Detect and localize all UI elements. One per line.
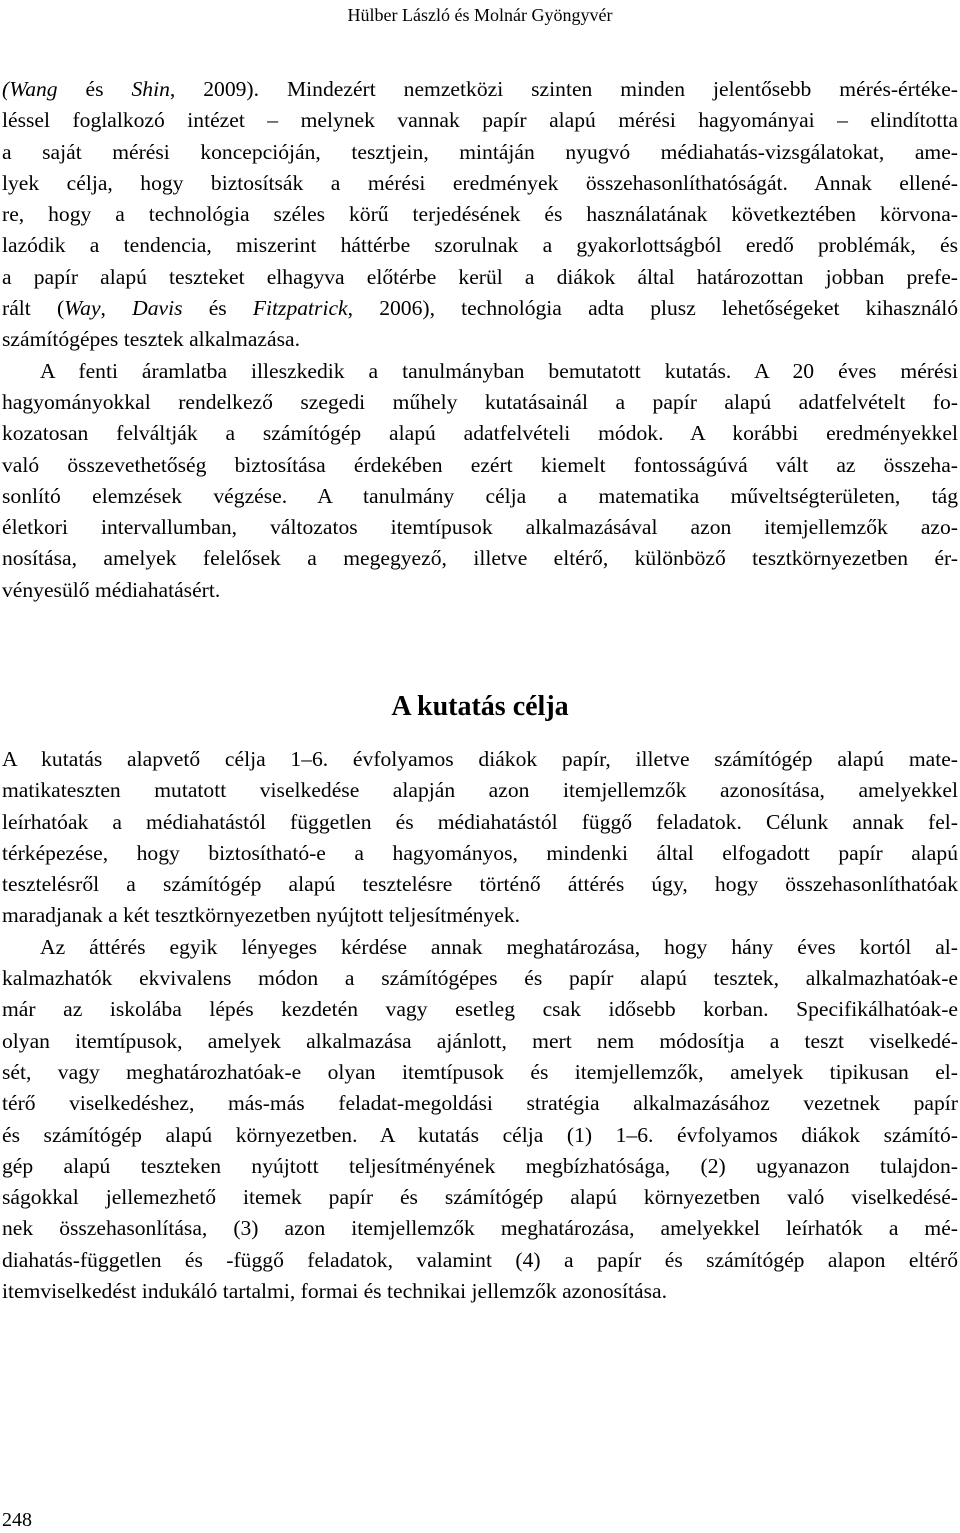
paragraph-3 (2, 744, 958, 932)
text-line: a saját mérési koncepcióján, tesztjein, mintáján nyugvó médiahatás-vizsgálatokat, ame- (2, 139, 958, 164)
paragraph-2 (2, 356, 958, 606)
paragraph-4 (2, 932, 958, 1308)
text-line: diahatás-független és -függő feladatok, valamint (4) a papír és számítógép alapon eltérő (2, 1247, 958, 1272)
text-line: tesztelésről a számítógép alapú tesztelésre történő áttérés úgy, hogy összehasonlíthatóak (2, 872, 958, 897)
text-line: gép alapú teszteken nyújtott teljesítményének megbízhatósága, (2) ugyanazon tulajdon- (2, 1153, 958, 1178)
text-line: lyek célja, hogy biztosítsák a mérési eredmények összehasonlíthatóságát. Annak ellené- (2, 170, 958, 195)
text-line: térő viselkedéshez, más-más feladat-megoldási stratégia alkalmazásához vezetnek papír (2, 1091, 958, 1116)
text-line: kozatosan felváltják a számítógép alapú adatfelvételi módok. A korábbi eredményekkel (2, 421, 958, 446)
text-line: (Wang és Shin, 2009). Mindezért nemzetközi szinten minden jelentősebb mérés-értéke- (2, 77, 958, 101)
text-line: sét, vagy meghatározhatóak-e olyan itemtípusok és itemjellemzők, amelyek tipikusan el- (2, 1059, 958, 1084)
text-line: ságokkal jellemezhető itemek papír és számítógép alapú környezetben való viselkedésé- (2, 1185, 958, 1210)
text-line: A kutatás alapvető célja 1–6. évfolyamos diákok papír, illetve számítógép alapú mate- (2, 747, 958, 771)
text-line: Az áttérés egyik lényeges kérdése annak meghatározása, hogy hány éves kortól al- (40, 934, 958, 959)
body-text-top (2, 74, 958, 606)
body-text-bottom (2, 744, 958, 1307)
section-heading: A kutatás célja (391, 691, 569, 722)
text-line: és számítógép alapú környezetben. A kutatás célja (1) 1–6. évfolyamos diákok számító- (2, 1122, 958, 1147)
page-number: 248 (2, 1509, 32, 1531)
text-line: sonlító elemzések végzése. A tanulmány célja a matematika műveltségterületen, tág (2, 483, 958, 508)
text-line: térképezése, hogy biztosítható-e a hagyományos, mindenki által elfogadott papír alapú (2, 840, 958, 865)
text-line: nosítása, amelyek felelősek a megegyező, illetve eltérő, különböző tesztkörnyezetben ér- (2, 546, 958, 571)
text-line: számítógépes tesztek alkalmazása. (2, 327, 300, 352)
text-line: maradjanak a két tesztkörnyezetben nyújtott teljesítmények. (2, 903, 521, 928)
text-line: nek összehasonlítása, (3) azon itemjellemzők meghatározása, amelyekkel leírhatók a mé- (2, 1216, 958, 1241)
text-line: lazódik a tendencia, miszerint háttérbe szorulnak a gyakorlottságból eredő problémák, és (2, 233, 958, 258)
text-line: vényesülő médiahatásért. (2, 577, 221, 602)
text-line: rált (Way, Davis és Fitzpatrick, 2006), technológia adta plusz lehetőségeket kihasználó (2, 296, 958, 321)
text-line: A fenti áramlatba illeszkedik a tanulmányban bemutatott kutatás. A 20 éves mérési (40, 358, 958, 383)
paragraph-1 (2, 74, 958, 356)
running-header: Hülber László és Molnár Gyöngyvér (347, 5, 613, 25)
text-line: léssel foglalkozó intézet – melynek vannak papír alapú mérési hagyományai – elindította (2, 108, 958, 133)
text-line: életkori intervallumban, változatos itemtípusok alkalmazásával azon itemjellemzők azo- (2, 515, 958, 540)
text-line: hagyományokkal rendelkező szegedi műhely kutatásainál a papír alapú adatfelvételt fo- (2, 389, 958, 414)
text-line: matikateszten mutatott viselkedése alapján azon itemjellemzők azonosítása, amelyekkel (2, 778, 958, 803)
text-line: való összevethetőség biztosítása érdekében ezért kiemelt fontosságúvá vált az összeha- (2, 452, 958, 477)
text-line: már az iskolába lépés kezdetén vagy esetleg csak idősebb korban. Specifikálhatóak-e (2, 997, 958, 1022)
text-line: a papír alapú teszteket elhagyva előtérbe kerül a diákok által határozottan jobban prefe- (2, 264, 958, 289)
text-line: re, hogy a technológia széles körű terjedésének és használatának következtében körvona- (2, 202, 958, 227)
text-line: itemviselkedést indukáló tartalmi, formai és technikai jellemzők azonosítása. (2, 1279, 667, 1304)
text-line: leírhatóak a médiahatástól független és médiahatástól függő feladatok. Célunk annak fel- (2, 809, 958, 834)
text-line: kalmazhatók ekvivalens módon a számítógépes és papír alapú tesztek, alkalmazhatóak-e (2, 966, 958, 991)
text-line: olyan itemtípusok, amelyek alkalmazása ajánlott, mert nem módosítja a teszt viselkedé- (2, 1028, 958, 1053)
